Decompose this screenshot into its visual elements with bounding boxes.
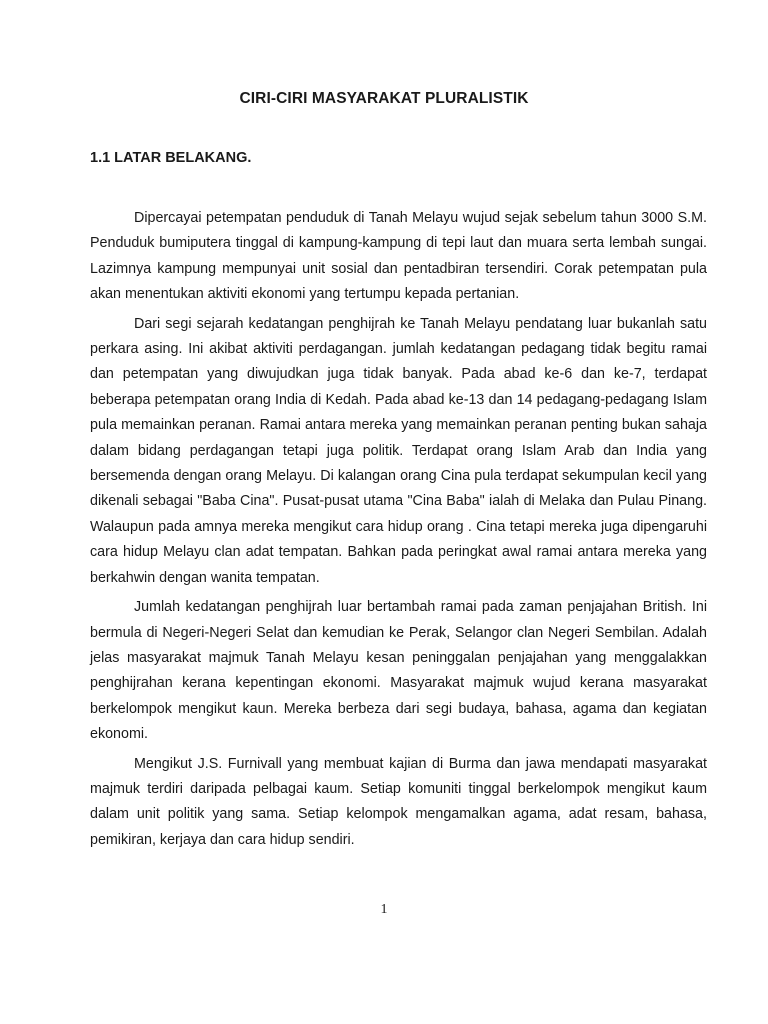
paragraph-3: Jumlah kedatangan penghijrah luar bertambah ramai pada zaman penjajahan British. Ini bermula di Negeri-Negeri Selat dan kemudian ke Perak, Selangor clan Negeri Sembilan. Adalah jelas masyarakat majmuk Tanah Melayu kesan peninggalan penjajahan yang menggalakkan penghijrahan kerana kepentingan ekonomi. Masyarakat majmuk wujud kerana masyarakat berkelompok mengikut kaun. Mereka berbeza dari segi budaya, bahasa, agama dan kegiatan ekonomi.	[90, 599, 707, 743]
page-number: 1	[380, 902, 388, 917]
paragraph-2: Dari segi sejarah kedatangan penghijrah ke Tanah Melayu pendatang luar bukanlah satu perkara asing. Ini akibat aktiviti perdagangan. jumlah kedatangan pedagang tidak begitu ramai dan petempatan yang diwujudkan juga tidak banyak. Pada abad ke-6 dan ke-7, terdapat beberapa petempatan orang India di Kedah. Pada abad ke-13 dan 14 pedagang-pedagang Islam pula memainkan peranan. Ramai antara mereka yang memainkan peranan penting bukan sahaja dalam bidang perdagangan tetapi juga politik. Terdapat orang Islam Arab dan India yang bersemenda dengan orang Melayu. Di kalangan orang Cina pula terdapat sekumpulan kecil yang dikenali sebagai "Baba Cina". Pusat-pusat utama "Cina Baba" ialah di Melaka dan Pulau Pinang. Walaupun pada amnya mereka mengikut cara hidup orang . Cina tetapi mereka juga dipengaruhi cara hidup Melayu clan adat tempatan. Bahkan pada peringkat awal ramai antara mereka yang berkahwin dengan wanita tempatan.	[90, 315, 707, 586]
paragraph-1: Dipercayai petempatan penduduk di Tanah Melayu wujud sejak sebelum tahun 3000 S.M. Penduduk bumiputera tinggal di kampung-kampung di tepi laut dan muara serta lembah sungai. Lazimnya kampung mempunyai unit sosial dan pentadbiran tersendiri. Corak petempatan pula akan menentukan aktiviti ekonomi yang tertumpu kepada pertanian.	[90, 210, 707, 303]
document-body	[90, 206, 707, 857]
section-heading: 1.1 LATAR BELAKANG.	[90, 150, 252, 166]
document-title: CIRI-CIRI MASYARAKAT PLURALISTIK	[239, 90, 529, 107]
paragraph-4: Mengikut J.S. Furnivall yang membuat kajian di Burma dan jawa mendapati masyarakat majmuk terdiri daripada pelbagai kaum. Setiap komuniti tinggal berkelompok mengikut kaum dalam unit politik yang sama. Setiap kelompok mengamalkan agama, adat resam, bahasa, pemikiran, kerjaya dan cara hidup sendiri.	[90, 755, 707, 848]
